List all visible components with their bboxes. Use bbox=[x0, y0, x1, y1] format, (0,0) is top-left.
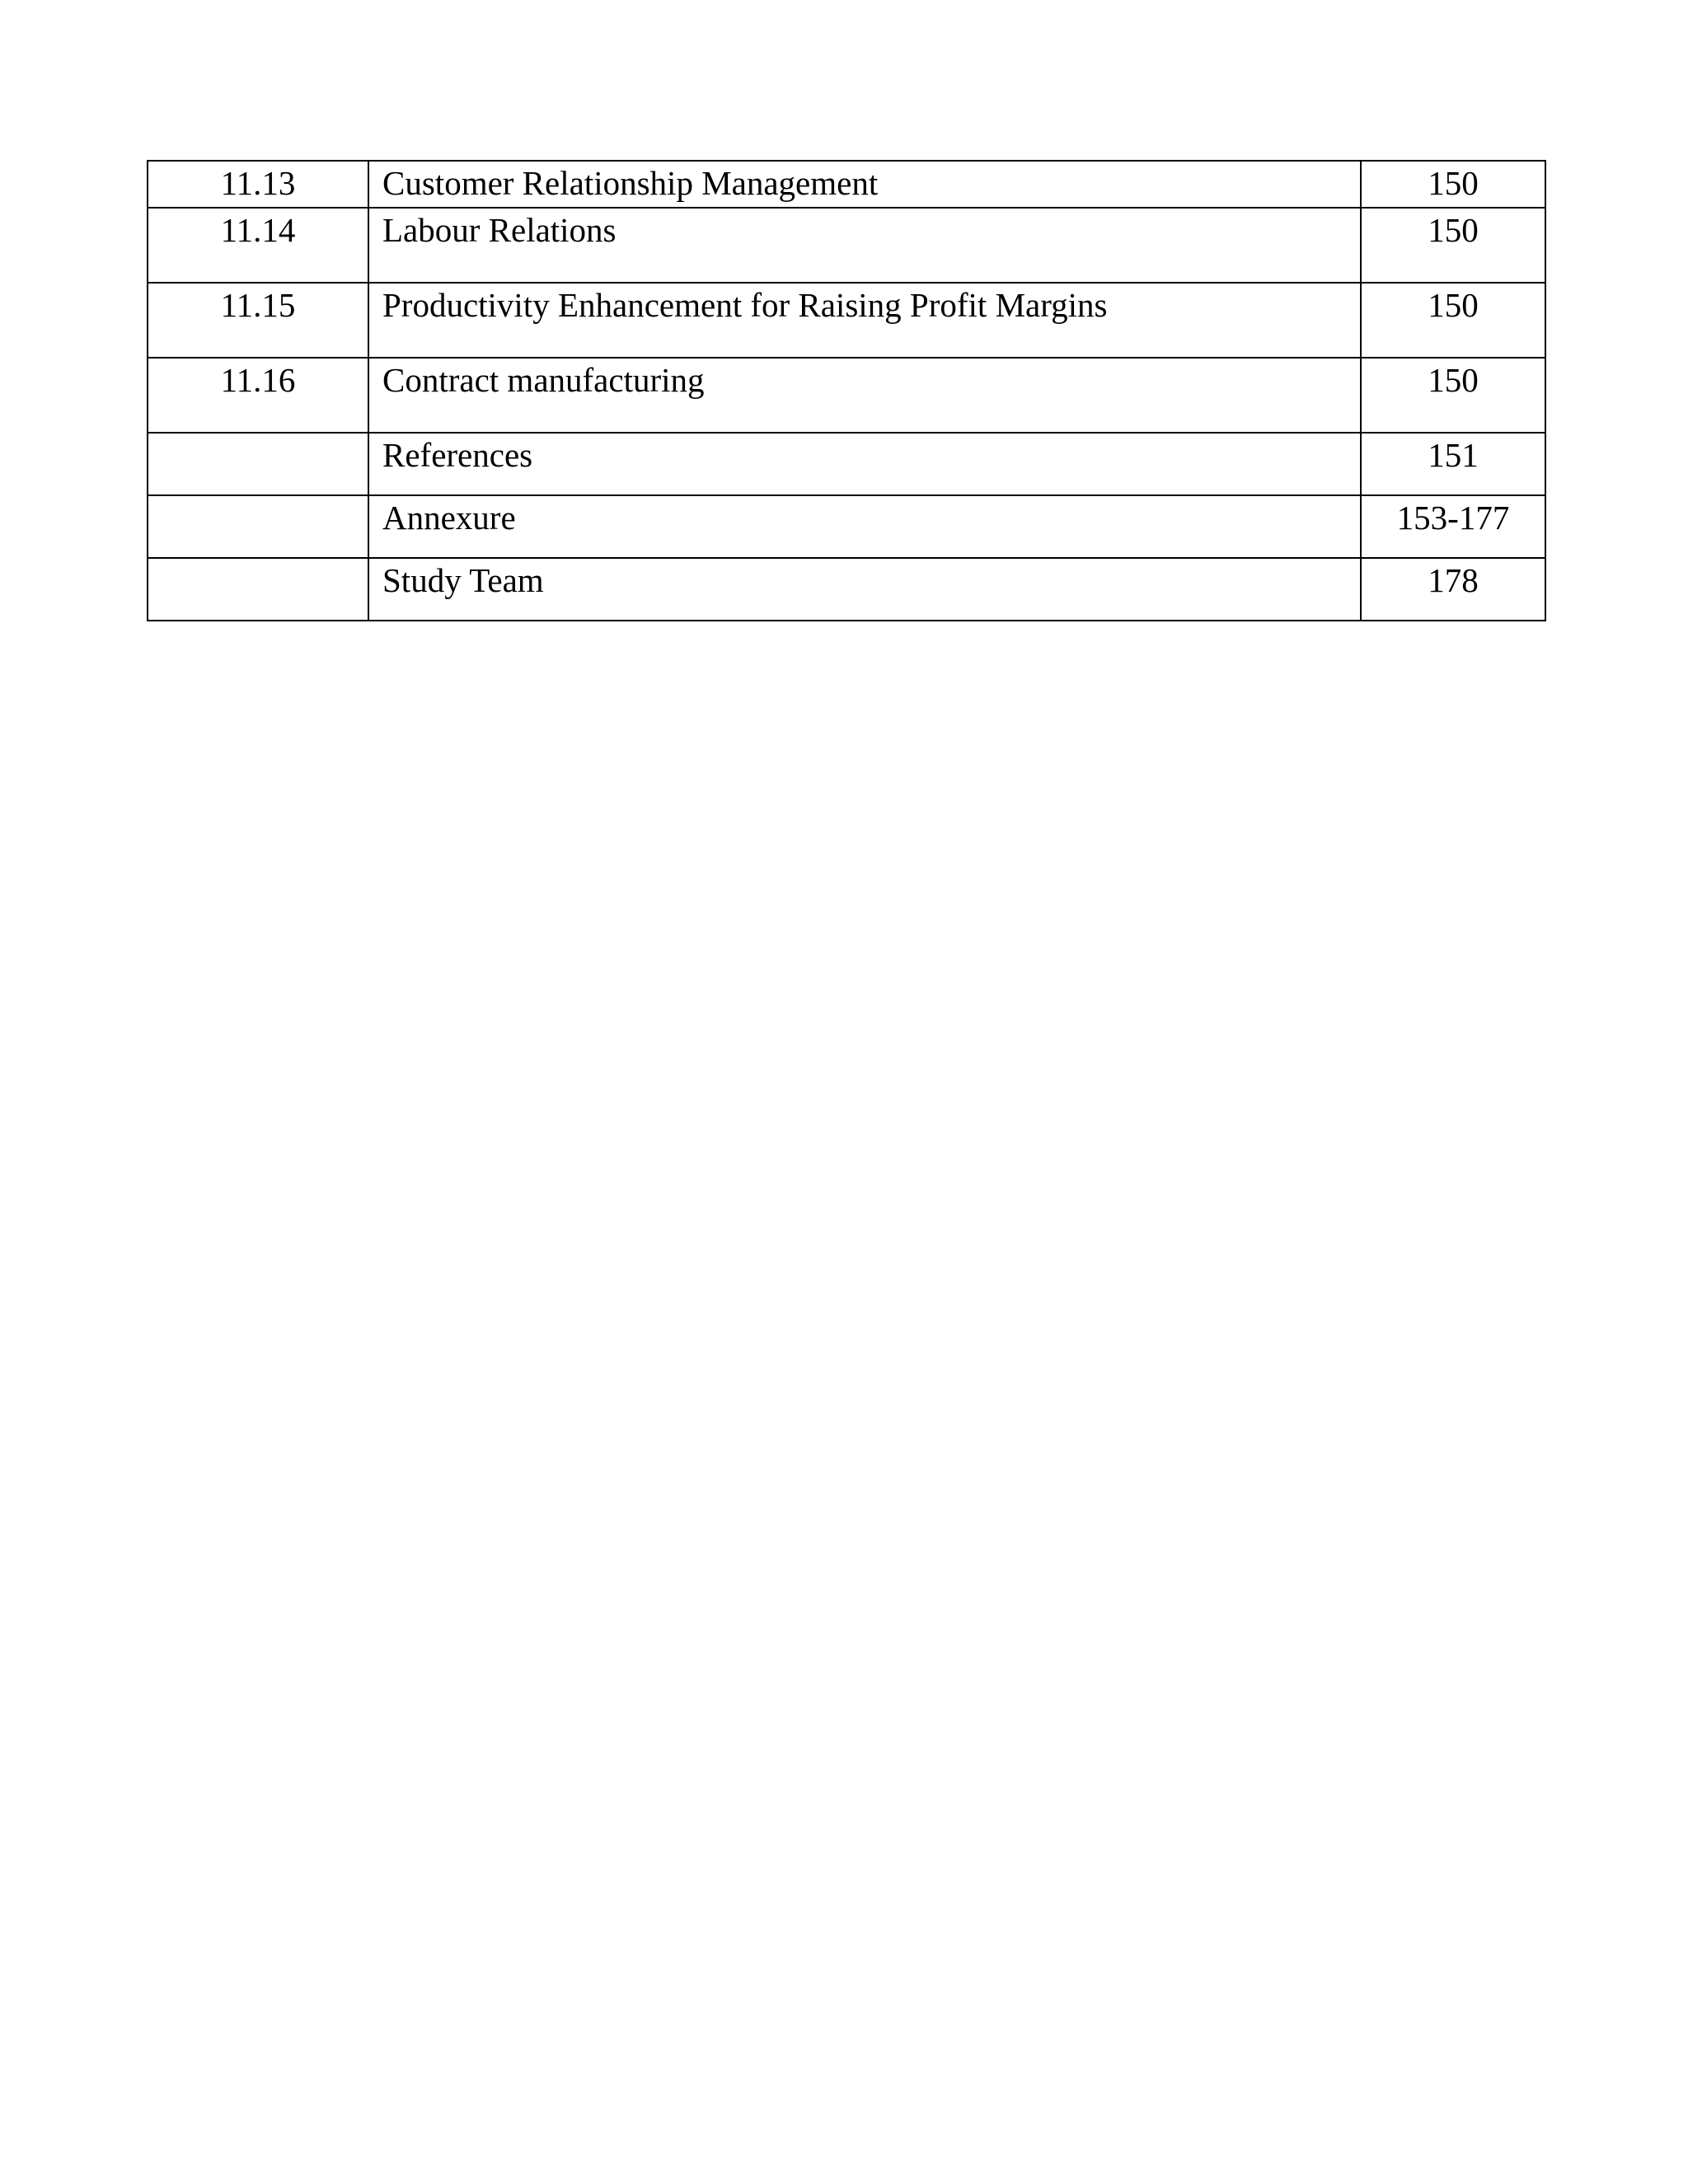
table-row bbox=[148, 161, 1545, 208]
section-number: 11.13 bbox=[148, 161, 368, 208]
page-number: 151 bbox=[1361, 433, 1545, 495]
table-row bbox=[148, 358, 1545, 433]
section-title: Contract manufacturing bbox=[368, 358, 1361, 433]
section-title: Customer Relationship Management bbox=[368, 161, 1361, 208]
section-number bbox=[148, 495, 368, 558]
table-row bbox=[148, 495, 1545, 558]
table-of-contents bbox=[147, 160, 1546, 621]
section-number bbox=[148, 558, 368, 621]
section-title: Labour Relations bbox=[368, 208, 1361, 283]
page-number: 150 bbox=[1361, 283, 1545, 358]
section-title: Annexure bbox=[368, 495, 1361, 558]
table-row bbox=[148, 558, 1545, 621]
page-number: 150 bbox=[1361, 358, 1545, 433]
section-number bbox=[148, 433, 368, 495]
section-number: 11.14 bbox=[148, 208, 368, 283]
page-number: 178 bbox=[1361, 558, 1545, 621]
table-row bbox=[148, 283, 1545, 358]
page-number: 150 bbox=[1361, 208, 1545, 283]
table-row bbox=[148, 208, 1545, 283]
section-number: 11.16 bbox=[148, 358, 368, 433]
section-title: References bbox=[368, 433, 1361, 495]
section-number: 11.15 bbox=[148, 283, 368, 358]
page-number: 150 bbox=[1361, 161, 1545, 208]
page-number: 153-177 bbox=[1361, 495, 1545, 558]
section-title: Productivity Enhancement for Raising Profit Margins bbox=[368, 283, 1361, 358]
table-row bbox=[148, 433, 1545, 495]
section-title: Study Team bbox=[368, 558, 1361, 621]
